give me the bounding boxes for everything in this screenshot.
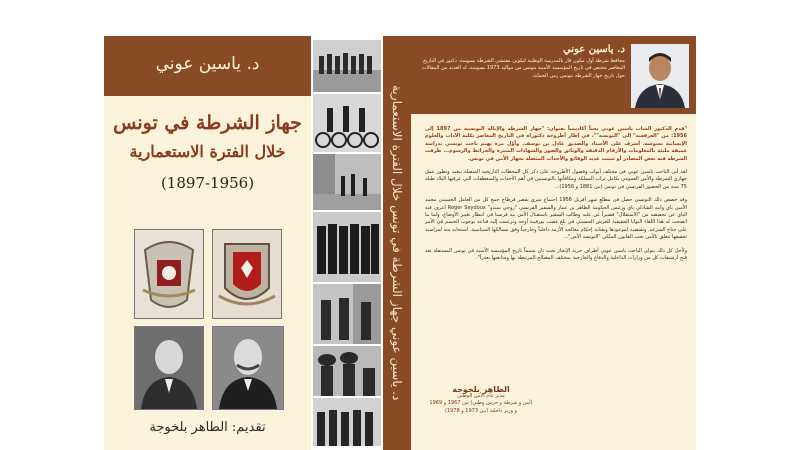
preface-credit: تقديم: الطاهر بلخوجة xyxy=(149,420,266,435)
back-cover xyxy=(411,36,696,450)
strip-photo-guards xyxy=(313,284,381,344)
front-author-name: د. ياسين عوني xyxy=(155,54,260,74)
book-spine xyxy=(383,36,411,450)
strip-photo-helmets xyxy=(313,346,381,396)
portrait-photo-1 xyxy=(134,326,204,410)
back-cover-band xyxy=(411,36,696,114)
blurb-paragraph-2: لقد أتى الباحث ياسين عوني في مختلف أبواب وفصول الأطروحة على ذكر كل المحطات التاريخية المتصلة ببعث وتطور عمل جهازي الشرطة والأمن العمومي بكامل تراب المملكة ومكافأتها بالتونسيين في أهم الأحداث والمنعطفات التي عرفتها البلاد طيلة 75 سنة من الحضور الفرنسي في تونس (بين 1881 و 1956)... xyxy=(425,169,687,190)
signer-role-1: مدير عام الأمن الوطني xyxy=(457,393,505,400)
back-author-name: د. ياسين عوني xyxy=(563,44,625,55)
portrait-photo-2 xyxy=(212,326,284,410)
signer-role-3: و وزير داخلية (بين 1973 و 1978) xyxy=(445,407,517,414)
signer-role-2: (أمن و شرطة و حرس وطني) بين 1967 و 1969 xyxy=(429,400,533,407)
front-cover xyxy=(104,36,311,450)
author-photo xyxy=(631,44,689,108)
strip-photo-group xyxy=(313,398,381,446)
strip-photo-street xyxy=(313,154,381,210)
police-emblem-image-1 xyxy=(134,229,204,319)
strip-photo-officers-line xyxy=(313,212,381,282)
spine-text: د. ياسين عوني جهاز الشرطة في تونس خلال الفترة الاستعمارية xyxy=(390,85,404,401)
photo-strip xyxy=(311,36,383,450)
author-bio: محافظ شرطة أول مكون قار بالمدرسة الوطنية لتكوين مفتشي الشرطة بسوسة، دكتور في التاريخ المعاصر مختص في تاريخ المؤسسة الأمنية بتونس من مواليد 1973 بسوسة، له العديد من المقالات حول تاريخ جهاز الشرطة بتونس زمن الحماية. xyxy=(421,58,625,79)
book-title-line-2: خلال الفترة الاستعمارية xyxy=(129,142,286,161)
signer-name: الطاهر بلخوجة xyxy=(452,385,510,394)
strip-photo-cyclists xyxy=(313,94,381,152)
blurb-paragraph-4: ولأجل كل ذلك يتولى الباحث ياسين عوني أطراف حرية الإنجاز بحث ثان متمماً تاريخ المؤسسة الأمنية في تونس المستقلة بعد فتح أرشيفات كل من وزارات الداخلية والدفاع والخارجية بمختلف المصالح المرتبطة بها ومتابعتها بعذراً". xyxy=(425,247,687,262)
book-years: (1897-1956) xyxy=(160,174,255,192)
book-cover-spread xyxy=(104,36,696,450)
blurb-paragraph-1: "قدم الدكتور الشاب ياسين عوني بحثاً أكاديمياً بعنوان: "جهاز الشرطة والإيالة التونسية من 1897 إلى 1956: من "العرفسة" إلى "التونسة""، في إطار أطروحة دكتوراه في التاريخ المعاصر بكلية الآداب والعلوم الإنسانية بسوسة، أشرف على الأستاذ والصديق عادل بن يوسف. وأوّل مرة يهتم باحث تونسي بدراسة عميقة مليئة بالمعلومات والأرقام الدقيقة والوثائق والصور والشهادات المثيرة والخرائط والرسوم... طرقت الشرطة فيه بعض المصادر أو تثبيت عديد الوقائع والأحداث المتصلة بجهاز الأمن في تونس. xyxy=(425,126,687,162)
back-cover-blurb xyxy=(425,126,687,269)
strip-photo-crowd xyxy=(313,40,381,92)
police-emblem-image-2 xyxy=(212,229,282,319)
book-title-line-1: جهاز الشرطة في تونس xyxy=(113,112,302,134)
blurb-paragraph-3: وقد خصص ذلك التونسي حصل في مطلع شهر أفريل 1956 اجتماع سري بقصر قرطاج جمع كل من العامل الحسيني محمد الأمين باي وابنه الشاذلي باي ورئيس الحكومة الطاهر بن عمار والسفير الفرنسي "روجي سيدو" Roger Seydoux أعرف فيه الباي عن تخفيضه من "الاستقلال" قصيراً عن عليه وطالب السفير باستقبال الأمن بيد فرنسا في انتظار تغيير الأوضاع، ولما ما اتضحت له هذا اللقاء النوايا الحقيقية للعرش الحسيني في بلغ غضب بورقيبة أوجه وتزعمت إليه قناعة بوجوب الحسم في الأمر على جناح السرعة. وتقتضيه لموعودها وبقناية إحكام معالجة الأزمة داخلياً وخارجياً وفق مسالكها السياسية. استحابة منه لمراسية تحقيقها تتعلق بالأمن تحت القانون الملكي "التونسة الأمن"... xyxy=(425,197,687,241)
signature-block xyxy=(425,386,537,415)
